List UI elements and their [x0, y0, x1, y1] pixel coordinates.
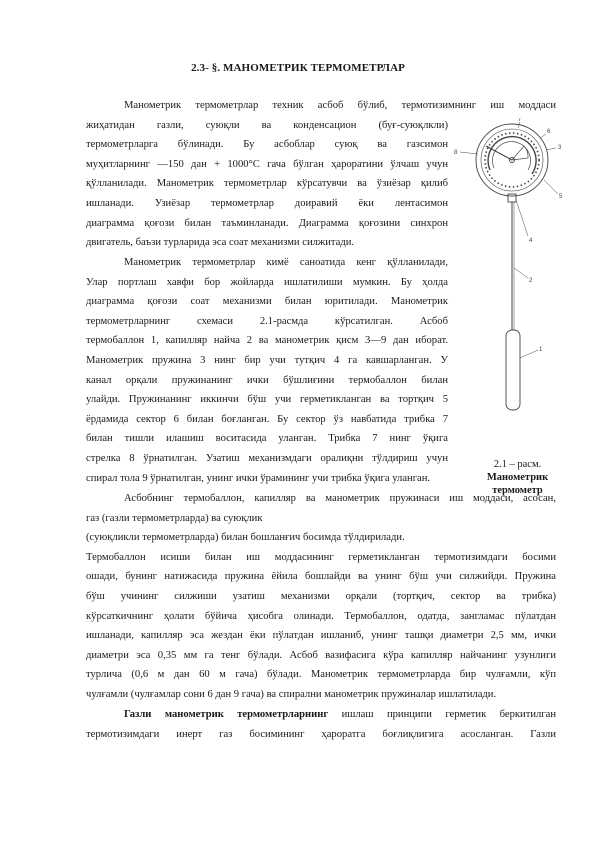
text-line: двигатель, баъзи турларида эса соат механизми силжитади.: [86, 237, 355, 249]
text-line: Манометрик термометрлар кимё саноатида кенг қўлланилади,: [124, 257, 448, 268]
text-line: улайди. Пружинанинг иккинчи бўш учи герметикланган ва тортқич 5: [86, 394, 448, 406]
text-line: чулғамли (чулғамлар сони 6 дан 9 гача) ва спирални манометрик пружиналар ишлатилади.: [86, 688, 497, 700]
text-line: жиҳатидан газли, суюқли ва конденсацион (буғ-суюқлкли): [86, 119, 448, 131]
text-line: Термобаллон исиши билан иш моддасининг герметикланган термотизимдаги босими: [86, 551, 556, 563]
text-line: ошади, бунинг натижасида пружина ёйила бошлайди ва унинг бўш учи силжийди. Пружина: [86, 571, 556, 583]
text-line: турлича (0,6 м дан 60 м гача) бўлади. Манометрик термометрларда бир чулғамли, кўп: [86, 669, 556, 681]
label-1: 1: [539, 347, 543, 353]
text-line: Манометрик термометрлар техник асбоб бўлиб, термотизимнинг иш моддаси: [124, 100, 556, 111]
paragraph-1: [86, 96, 556, 253]
paragraph-4: [86, 705, 556, 744]
label-6: 6: [547, 129, 551, 135]
text-line: ёрдамида сектор 6 билан боғланган. Бу сектор ўз навбатида трибка 7: [86, 413, 448, 425]
text-line: (суюқликли термометрларда) билан бошланғич босимда тўлдирилади.: [86, 532, 405, 544]
text-fragment: ишлаш принципи герметик беркитилган: [328, 709, 556, 720]
label-3: 3: [558, 145, 562, 151]
manometric-thermometer-figure: [452, 118, 572, 418]
text-line: бўш учининг силжиши узатиш механизми орқали (тортқич, сектор ва трибка): [86, 590, 556, 602]
paragraph-3: [86, 489, 556, 705]
label-2: 2: [529, 278, 533, 284]
text-line: газ (газли термометрларда) ва суюқлик: [86, 512, 263, 524]
text-line: қўлланилади. Манометрик термометрлар кўрсатувчи ва ўзиёзар қилиб: [86, 178, 448, 190]
text-line: Асбобнинг термобаллон, капилляр ва манометрик пружинаси иш моддаси, асосан,: [124, 493, 556, 504]
text-line: Манометрик пружина 3 нинг бир учи тутқич 4 га кавшарланган. У: [86, 354, 448, 366]
text-line: стрелка 8 ўрнатилган. Узатиш механизмдаги оралиқни тўлдириш учун: [86, 452, 448, 464]
label-8: 8: [454, 150, 458, 156]
text-line: термометрларнинг схемаси 2.1-расмда кўрсатилган. Асбоб: [86, 315, 448, 327]
text-line: [86, 705, 556, 725]
text-line: спирал тола 9 ўрнатилган, унинг ички ўрамининг учи трибка ўқига уланган.: [86, 473, 431, 484]
text-line: диаметри эса 0,35 мм га тенг бўлади. Асбоб вазифасига кўра капилляр найчанинг узунлиги: [86, 649, 556, 661]
text-line: кўрсаткичнинг ҳолати бўйича ҳисобга олинади. Термобаллон, одатда, зангламас пўлатдан: [86, 610, 556, 622]
text-line: диаграмма қоғози соат механизми билан юритилади. Манометрик: [86, 296, 448, 308]
text-line: ишланади. Узиёзар термометрлар доиравий ёки лентасимон: [86, 197, 448, 209]
text-line: билан тишли илашиш воситасида уланган. Трибка 7 нинг ўқига: [86, 433, 448, 445]
bold-term: Газли манометрик термометрларнинг: [124, 709, 329, 720]
caption-title-1: Манометрик: [486, 472, 549, 483]
sector: [512, 146, 528, 160]
thermobulb: [506, 330, 520, 410]
spring-inner: [492, 142, 530, 170]
text-line: Улар портлаш хавфи бор жойларда ишлатилиши мумкин. Бу ҳолда: [86, 276, 448, 288]
text-line: канал орқали пружинанинг ички бўшлиғини термобаллон билан: [86, 374, 448, 386]
caption-title-2: термометр: [492, 485, 543, 496]
section-heading: 2.3- §. МАНОМЕТРИК ТЕРМОМЕТРЛАР: [191, 62, 405, 74]
text-line: термобаллон 1, капилляр найча 2 ва манометрик қисм 3—9 дан иборат.: [86, 335, 448, 347]
label-4: 4: [529, 238, 533, 244]
paragraph-2: [86, 253, 448, 469]
text-line: термотизимдаги инерт газ босимининг ҳароратга боғлиқлигига асосланган. Газли: [86, 728, 556, 740]
label-5: 5: [559, 194, 563, 200]
figure-caption: [470, 458, 565, 497]
text-line: диаграмма қоғози билан таъминланади. Диаграмма қоғозини синхрон: [86, 217, 448, 229]
text-line: ишланади, капилляр эса жездан ёки пўлатдан ишланиб, унинг ташқи диаметри 2,5 мм, ички: [86, 630, 556, 642]
label-7: 7: [518, 118, 522, 123]
holder: [508, 194, 516, 202]
text-line: муҳитларнинг —150 дан + 1000°С гача бўлган ҳароратини ўлчаш учун: [86, 158, 448, 170]
caption-number: 2.1 – расм.: [493, 459, 542, 470]
text-line: термометрларга бўлинади. Бу асбоблар суюқ ва газсимон: [86, 139, 448, 151]
